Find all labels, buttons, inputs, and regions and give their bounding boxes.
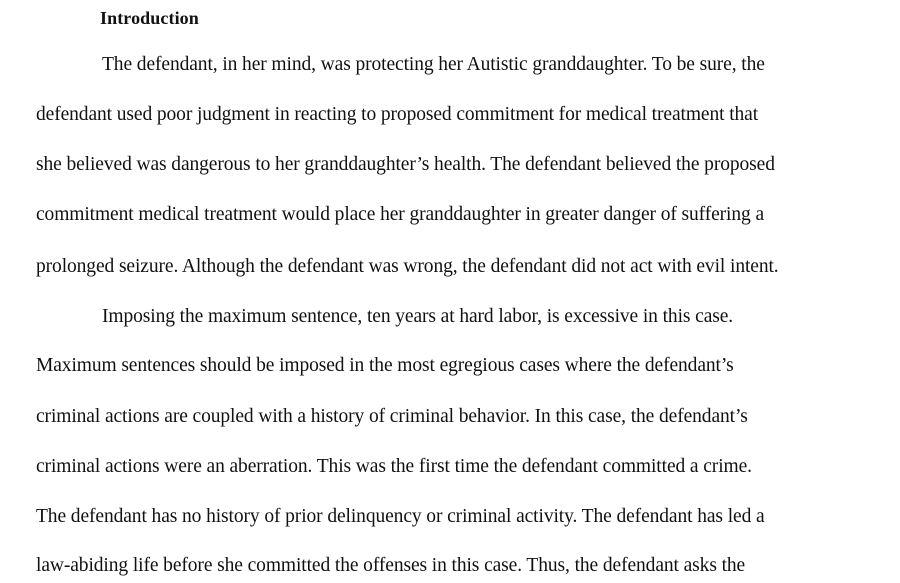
paragraph-2-line-2: Maximum sentences should be imposed in the most egregious cases where the defendant’s — [36, 355, 734, 376]
paragraph-1-line-2: defendant used poor judgment in reacting to proposed commitment for medical treatment that — [36, 104, 759, 125]
paragraph-2-line-3: criminal actions are coupled with a history of criminal behavior. In this case, the defendant’s — [36, 406, 748, 427]
paragraph-2-line-4: criminal actions were an aberration. This was the first time the defendant committed a crime. — [36, 456, 752, 477]
paragraph-2-line-6: law-abiding life before she committed the offenses in this case. Thus, the defendant asks the — [36, 555, 746, 576]
paragraph-1-line-5: prolonged seizure. Although the defendant was wrong, the defendant did not act with evil intent. — [36, 256, 779, 277]
paragraph-2-line-5: The defendant has no history of prior delinquency or criminal activity. The defendant has led a — [36, 506, 765, 527]
section-heading: Introduction — [100, 8, 199, 28]
paragraph-1-line-4: commitment medical treatment would place her granddaughter in greater danger of suffering a — [36, 204, 764, 225]
paragraph-1-line-3: she believed was dangerous to her granddaughter’s health. The defendant believed the proposed — [36, 154, 775, 175]
paragraph-1-line-1: The defendant, in her mind, was protecting her Autistic granddaughter. To be sure, the — [102, 54, 765, 75]
paragraph-2-line-1: Imposing the maximum sentence, ten years at hard labor, is excessive in this case. — [102, 306, 734, 327]
